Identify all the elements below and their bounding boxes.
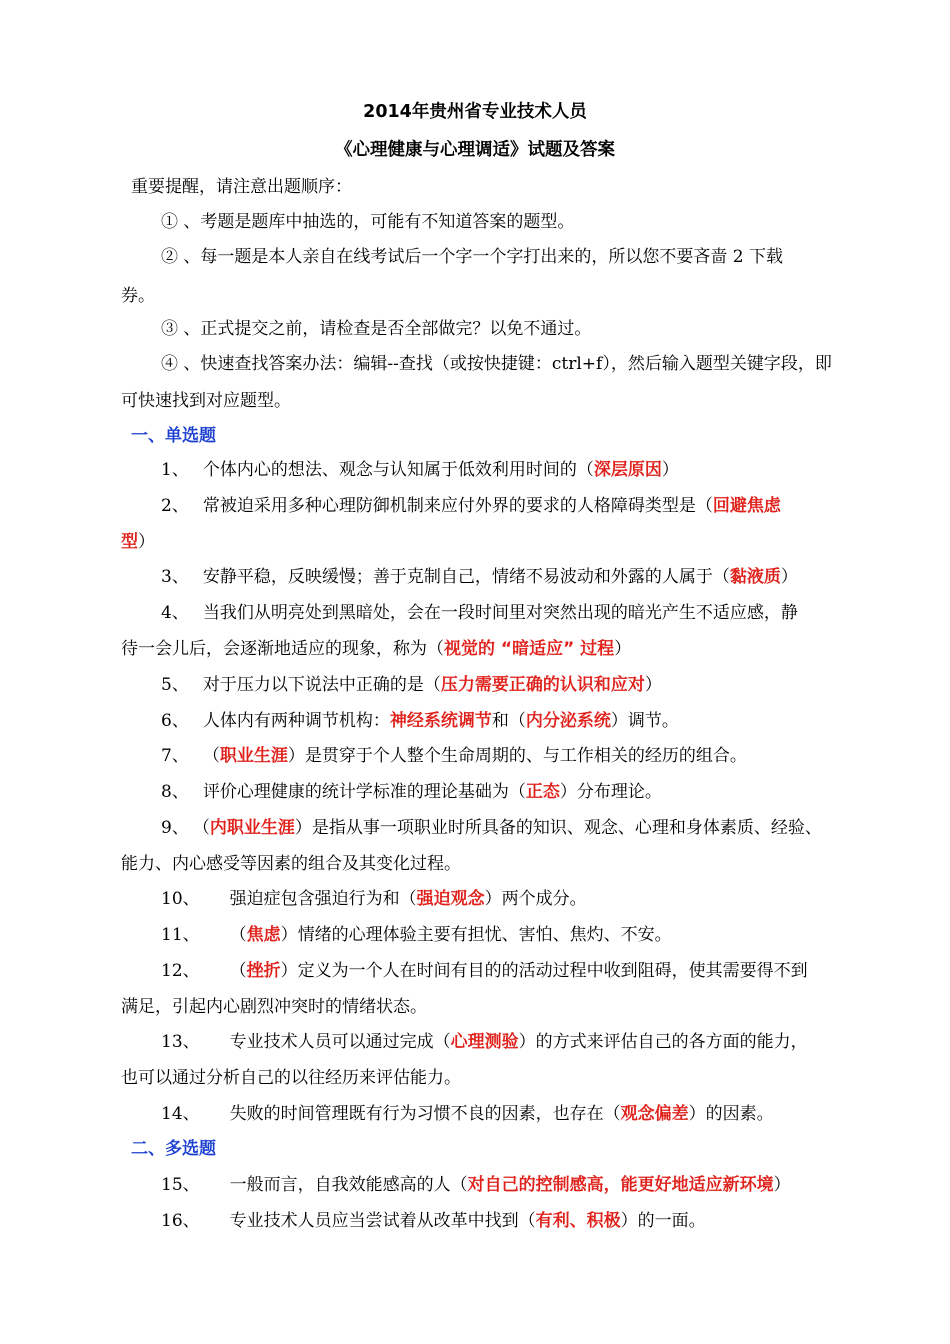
notice-item-1: ① 、考题是题库中抽选的，可能有不知道答案的题型。 [161, 212, 575, 232]
section-multiple-choice: 二、多选题 [131, 1139, 216, 1159]
answer-10: 强迫观念 [416, 889, 485, 909]
notice-item-3: ③ 、正式提交之前，请检查是否全部做完？以免不通过。 [161, 319, 592, 339]
question-10: 10、 强迫症包含强迫行为和（强迫观念）两个成分。 [161, 889, 587, 909]
answer-6b: 内分泌系统 [525, 711, 611, 731]
answer-14: 观念偏差 [620, 1104, 689, 1124]
answer-2: 回避焦虑 [712, 496, 781, 516]
question-13: 13、 专业技术人员可以通过完成（心理测验）的方式来评估自己的各方面的能力， [161, 1032, 808, 1052]
notice-item-4: ④ 、快速查找答案办法：编辑--查找（或按快捷键：ctrl+f），然后输入题型关键字段，即 [161, 354, 832, 374]
question-2-cont: 型） [121, 532, 155, 552]
question-4-cont: 待一会儿后，会逐渐地适应的现象，称为（视觉的 “暗适应” 过程） [121, 639, 632, 659]
answer-5: 压力需要正确的认识和应对 [440, 675, 645, 695]
answer-4: 视觉的 “暗适应” 过程 [444, 639, 615, 659]
question-1: 1、 个体内心的想法、观念与认知属于低效利用时间的（深层原因） [161, 460, 679, 480]
answer-11: 焦虑 [246, 925, 281, 945]
question-11: 11、 （焦虑）情绪的心理体验主要有担忧、害怕、焦灼、不安。 [161, 925, 672, 945]
question-4: 4、 当我们从明亮处到黑暗处，会在一段时间里对突然出现的暗光产生不适应感，静 [161, 603, 798, 623]
doc-title-line1: 2014年贵州省专业技术人员 [363, 102, 587, 122]
question-15: 15、 一般而言，自我效能感高的人（对自己的控制感高，能更好地适应新环境） [161, 1175, 791, 1195]
section-single-choice: 一、单选题 [131, 426, 216, 446]
question-12-cont: 满足，引起内心剧烈冲突时的情绪状态。 [121, 997, 427, 1017]
notice-item-2: ② 、每一题是本人亲自在线考试后一个字一个字打出来的，所以您不要吝啬 2 下载 [161, 247, 784, 267]
answer-8: 正态 [525, 782, 560, 802]
notice-intro: 重要提醒，请注意出题顺序： [131, 177, 352, 197]
question-12: 12、 （挫折）定义为一个人在时间有目的的活动过程中收到阻碍，使其需要得不到 [161, 961, 808, 981]
answer-12: 挫折 [246, 961, 281, 981]
answer-3: 黏液质 [729, 567, 781, 587]
question-8: 8、 评价心理健康的统计学标准的理论基础为（正态）分布理论。 [161, 782, 662, 802]
notice-item-2-cont: 券。 [121, 286, 155, 306]
answer-15: 对自己的控制感高，能更好地适应新环境 [467, 1175, 774, 1195]
answer-16: 有利、积极 [535, 1211, 621, 1231]
answer-6a: 神经系统调节 [389, 711, 492, 731]
question-2: 2、 常被迫采用多种心理防御机制来应付外界的要求的人格障碍类型是（回避焦虑 [161, 496, 781, 516]
question-9: 9、 （内职业生涯）是指从事一项职业时所具备的知识、观念、心理和身体素质、经验、 [161, 818, 822, 838]
question-13-cont: 也可以通过分析自己的以往经历来评估能力。 [121, 1068, 461, 1088]
question-5: 5、 对于压力以下说法中正确的是（压力需要正确的认识和应对） [161, 675, 662, 695]
question-6: 6、 人体内有两种调节机构：神经系统调节和（内分泌系统）调节。 [161, 711, 679, 731]
notice-item-4-cont: 可快速找到对应题型。 [121, 391, 291, 411]
answer-7: 职业生涯 [219, 746, 288, 766]
answer-9: 内职业生涯 [209, 818, 295, 838]
doc-title-line2: 《心理健康与心理调适》试题及答案 [335, 140, 615, 160]
question-7: 7、 （职业生涯）是贯穿于个人整个生命周期的、与工作相关的经历的组合。 [161, 746, 747, 766]
answer-13: 心理测验 [450, 1032, 519, 1052]
answer-1: 深层原因 [593, 460, 662, 480]
question-14: 14、 失败的时间管理既有行为习惯不良的因素，也存在（观念偏差）的因素。 [161, 1104, 774, 1124]
question-9-cont: 能力、内心感受等因素的组合及其变化过程。 [121, 854, 461, 874]
question-3: 3、 安静平稳，反映缓慢；善于克制自己，情绪不易波动和外露的人属于（黏液质） [161, 567, 798, 587]
question-16: 16、 专业技术人员应当尝试着从改革中找到（有利、积极）的一面。 [161, 1211, 706, 1231]
